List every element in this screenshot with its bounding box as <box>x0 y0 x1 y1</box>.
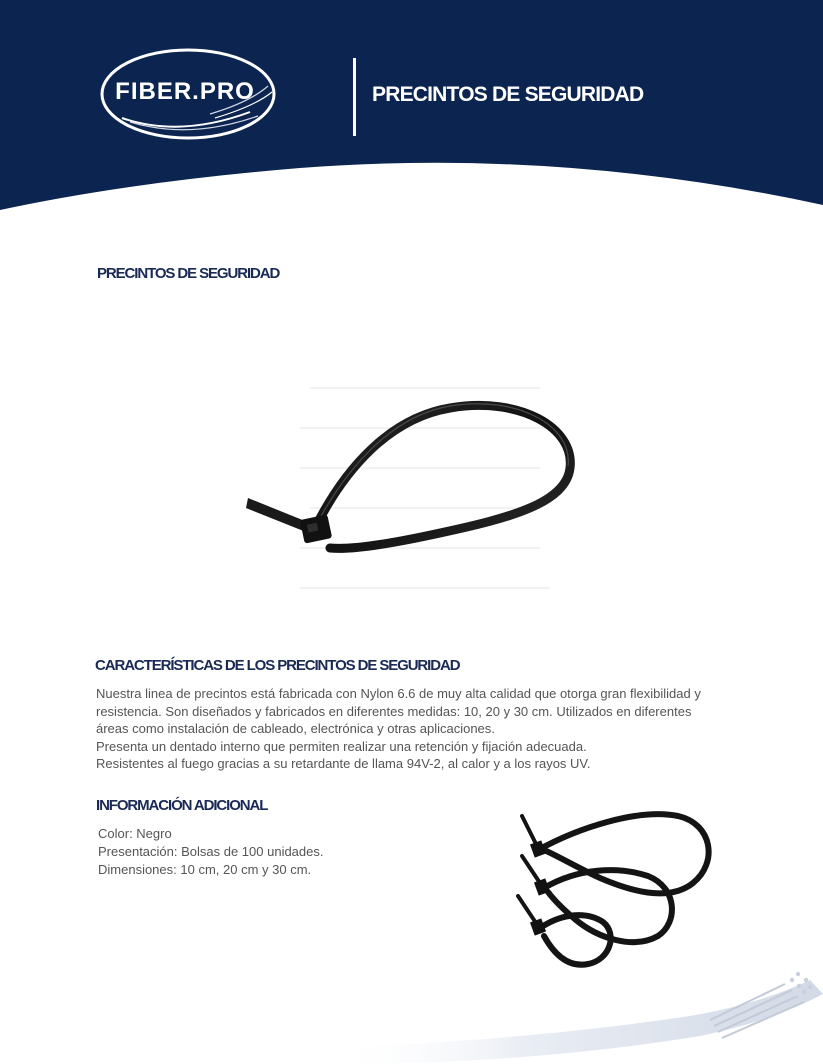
additional-info-line: Presentación: Bolsas de 100 unidades. <box>98 844 324 859</box>
features-line: resistencia. Son diseñados y fabricados en diferentes medidas: 10, 20 y 30 cm. Utilizados en diferentes <box>96 703 692 719</box>
features-paragraph <box>96 685 701 773</box>
additional-info-list <box>98 825 324 879</box>
product-title: PRECINTOS DE SEGURIDAD <box>97 265 280 282</box>
features-line: áreas como instalación de cableado, electrónica y otras aplicaciones. <box>96 721 495 737</box>
brand-logo <box>100 46 280 144</box>
features-title: CARACTERÍSTICAS DE LOS PRECINTOS DE SEGURIDAD <box>95 657 460 674</box>
additional-info-line: Dimensiones: 10 cm, 20 cm y 30 cm. <box>98 862 312 877</box>
additional-info-title: INFORMACIÓN ADICIONAL <box>96 797 268 814</box>
header-divider <box>353 58 356 136</box>
cable-tie-image <box>240 318 585 648</box>
header-title: PRECINTOS DE SEGURIDAD <box>372 83 644 106</box>
features-line: Resistentes al fuego gracias a su retardante de llama 94V-2, al calor y a los rayos UV. <box>96 756 591 772</box>
features-line: Nuestra linea de precintos está fabricada con Nylon 6.6 de muy alta calidad que otorga gran flexibilidad y <box>96 686 701 701</box>
features-line: Presenta un dentado interno que permiten realizar una retención y fijación adecuada. <box>96 738 587 754</box>
cable-ties-sizes-image <box>508 808 723 978</box>
fiber-cable-icon <box>330 960 823 1064</box>
logo-text: FIBER.PRO <box>115 78 255 105</box>
additional-info-line: Color: Negro <box>98 826 172 841</box>
